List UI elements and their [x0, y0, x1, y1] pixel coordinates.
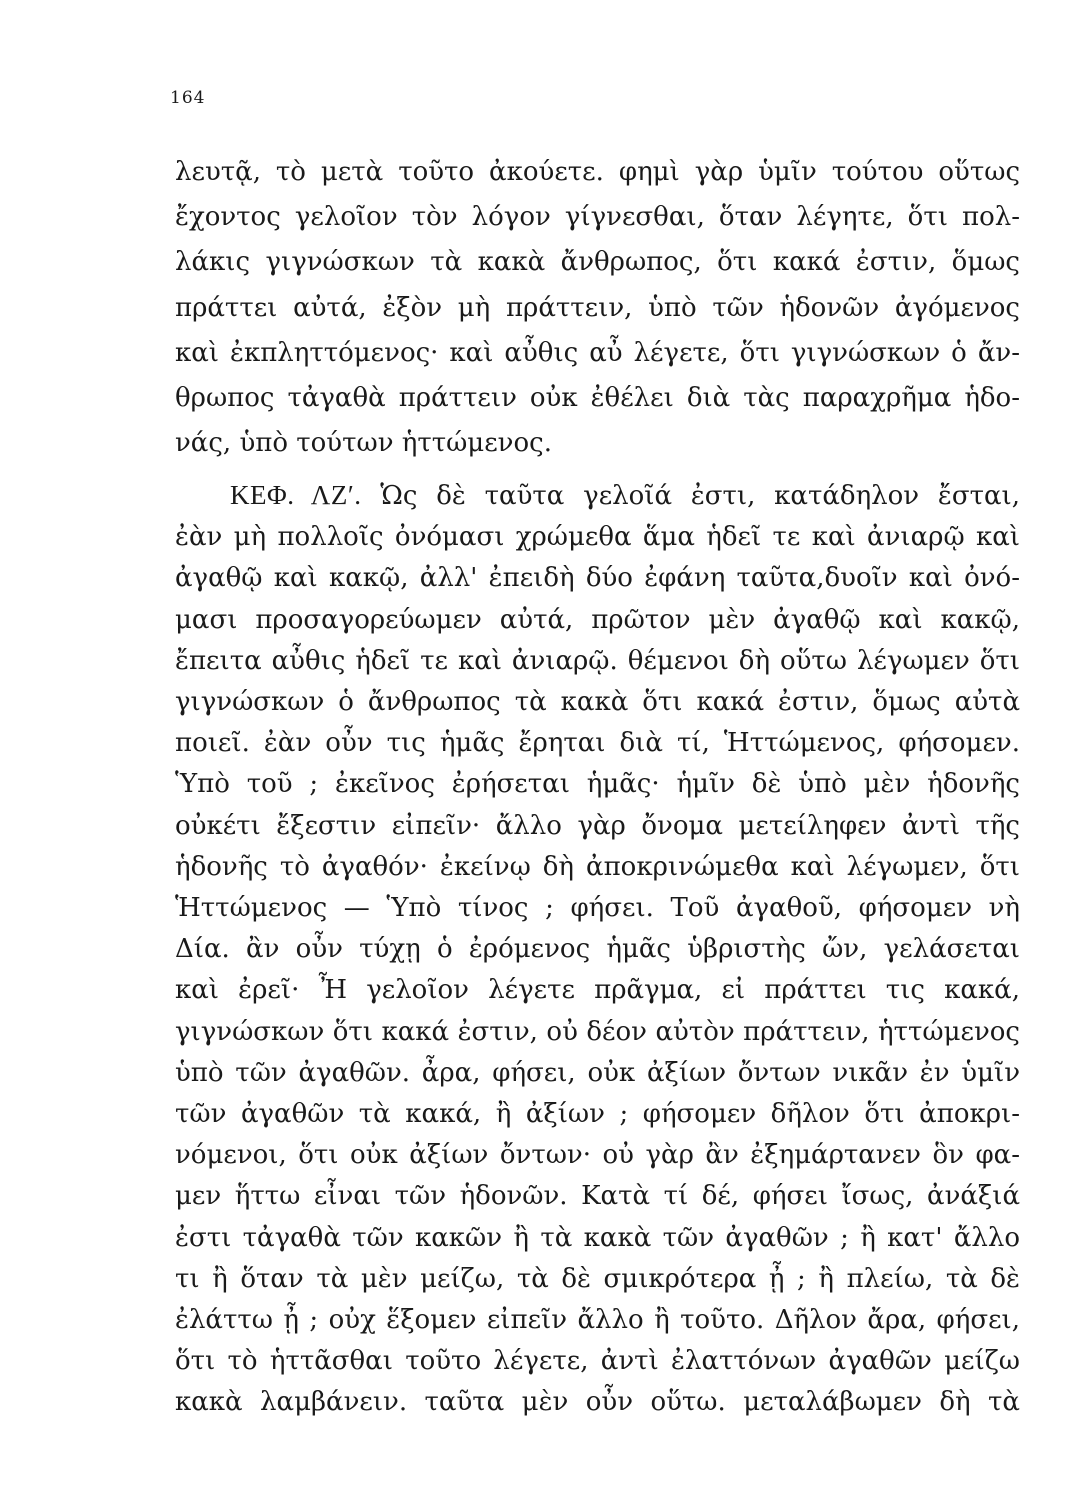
text-line: ἐὰν μὴ πολλοῖς ὀνόμασι χρώμεθα ἅμα ἡδεῖ τε καὶ ἀνιαρῷ καὶ	[175, 522, 1020, 553]
text-line: ἔπειτα αὖθις ἡδεῖ τε καὶ ἀνιαρῷ. θέμενοι δὴ οὕτω λέγωμεν ὅτι	[175, 645, 1020, 676]
text-line: μεν ἥττω εἶναι τῶν ἡδονῶν. Κατὰ τί δέ, φήσει ἴσως, ἀνάξιά	[175, 1181, 1020, 1212]
paragraph-2	[175, 475, 1020, 1424]
text-line: τι ἢ ὅταν τὰ μὲν μείζω, τὰ δὲ σμικρότερα ᾖ ; ἢ πλείω, τὰ δὲ	[175, 1263, 1020, 1294]
text-line: Δία. ἂν οὖν τύχῃ ὁ ἐρόμενος ἡμᾶς ὑβριστὴς ὤν, γελάσεται	[175, 934, 1020, 965]
text-line: τῶν ἀγαθῶν τὰ κακά, ἢ ἀξίων ; φήσομεν δῆλον ὅτι ἀποκρι-	[175, 1099, 1020, 1130]
text-line: θρωπος τἀγαθὰ πράττειν οὐκ ἐθέλει διὰ τὰς παραχρῆμα ἡδο-	[175, 383, 1020, 414]
text-line: ἡδονῆς τὸ ἀγαθόν· ἐκείνῳ δὴ ἀποκρινώμεθα καὶ λέγωμεν, ὅτι	[175, 851, 1020, 882]
text-line: καὶ ἐκπληττόμενος· καὶ αὖθις αὖ λέγετε, ὅτι γιγνώσκων ὁ ἄν-	[175, 337, 1020, 368]
text-line: λάκις γιγνώσκων τὰ κακὰ ἄνθρωπος, ὅτι κακά ἐστιν, ὅμως	[175, 247, 1020, 278]
text-line: ἐλάττω ᾖ ; οὐχ ἕξομεν εἰπεῖν ἄλλο ἢ τοῦτο. Δῆλον ἄρα, φήσει,	[175, 1305, 1020, 1336]
text-line: γιγνώσκων ὅτι κακά ἐστιν, οὐ δέον αὐτὸν πράττειν, ἡττώμενος	[175, 1016, 1020, 1047]
text-span: Ὡς δὲ ταῦτα γελοῖά ἐστι, κατάδηλον ἔσται,	[380, 481, 1020, 511]
text-line: γιγνώσκων ὁ ἄνθρωπος τὰ κακὰ ὅτι κακά ἐστιν, ὅμως αὐτὰ	[175, 687, 1020, 718]
text-line: ἔχοντος γελοῖον τὸν λόγον γίγνεσθαι, ὅταν λέγητε, ὅτι πολ-	[175, 202, 1020, 233]
page-number: 164	[170, 88, 206, 108]
paragraph-1	[175, 150, 1020, 466]
text-line: νόμενοι, ὅτι οὐκ ἀξίων ὄντων· οὐ γὰρ ἂν ἐξημάρτανεν ὃν φα-	[175, 1140, 1020, 1171]
chapter-first-line	[175, 475, 1020, 517]
chapter-heading: ΚΕΦ. ΛΖʹ.	[230, 480, 362, 510]
text-line: ποιεῖ. ἐὰν οὖν τις ἡμᾶς ἔρηται διὰ τί, Ἡττώμενος, φήσομεν.	[175, 728, 1020, 759]
text-line: πράττει αὐτά, ἐξὸν μὴ πράττειν, ὑπὸ τῶν ἡδονῶν ἀγόμενος	[175, 292, 1020, 323]
text-line: Ἡττώμενος — Ὑπὸ τίνος ; φήσει. Τοῦ ἀγαθοῦ, φήσομεν νὴ	[175, 893, 1020, 924]
text-line: νάς, ὑπὸ τούτων ἡττώμενος.	[175, 428, 552, 459]
text-line: οὐκέτι ἔξεστιν εἰπεῖν· ἄλλο γὰρ ὄνομα μετείληφεν ἀντὶ τῆς	[175, 810, 1020, 841]
text-line: ὑπὸ τῶν ἀγαθῶν. ἆρα, φήσει, οὐκ ἀξίων ὄντων νικᾶν ἐν ὑμῖν	[175, 1057, 1020, 1088]
text-line: Ὑπὸ τοῦ ; ἐκεῖνος ἐρήσεται ἡμᾶς· ἡμῖν δὲ ὑπὸ μὲν ἡδονῆς	[175, 769, 1020, 800]
text-line: ἐστι τἀγαθὰ τῶν κακῶν ἢ τὰ κακὰ τῶν ἀγαθῶν ; ἢ κατ' ἄλλο	[175, 1222, 1020, 1253]
text-line: ἀγαθῷ καὶ κακῷ, ἀλλ' ἐπειδὴ δύο ἐφάνη ταῦτα,δυοῖν καὶ ὀνό-	[175, 563, 1020, 594]
text-line: ὅτι τὸ ἡττᾶσθαι τοῦτο λέγετε, ἀντὶ ἐλαττόνων ἀγαθῶν μείζω	[175, 1346, 1020, 1377]
text-line: κακὰ λαμβάνειν. ταῦτα μὲν οὖν οὕτω. μεταλάβωμεν δὴ τὰ	[175, 1387, 1020, 1418]
text-line: καὶ ἐρεῖ· Ἦ γελοῖον λέγετε πρᾶγμα, εἰ πράττει τις κακά,	[175, 975, 1020, 1006]
text-line: λευτᾷ, τὸ μετὰ τοῦτο ἀκούετε. φημὶ γὰρ ὑμῖν τούτου οὕτως	[175, 157, 1020, 187]
text-line: μασι προσαγορεύωμεν αὐτά, πρῶτον μὲν ἀγαθῷ καὶ κακῷ,	[175, 604, 1020, 635]
